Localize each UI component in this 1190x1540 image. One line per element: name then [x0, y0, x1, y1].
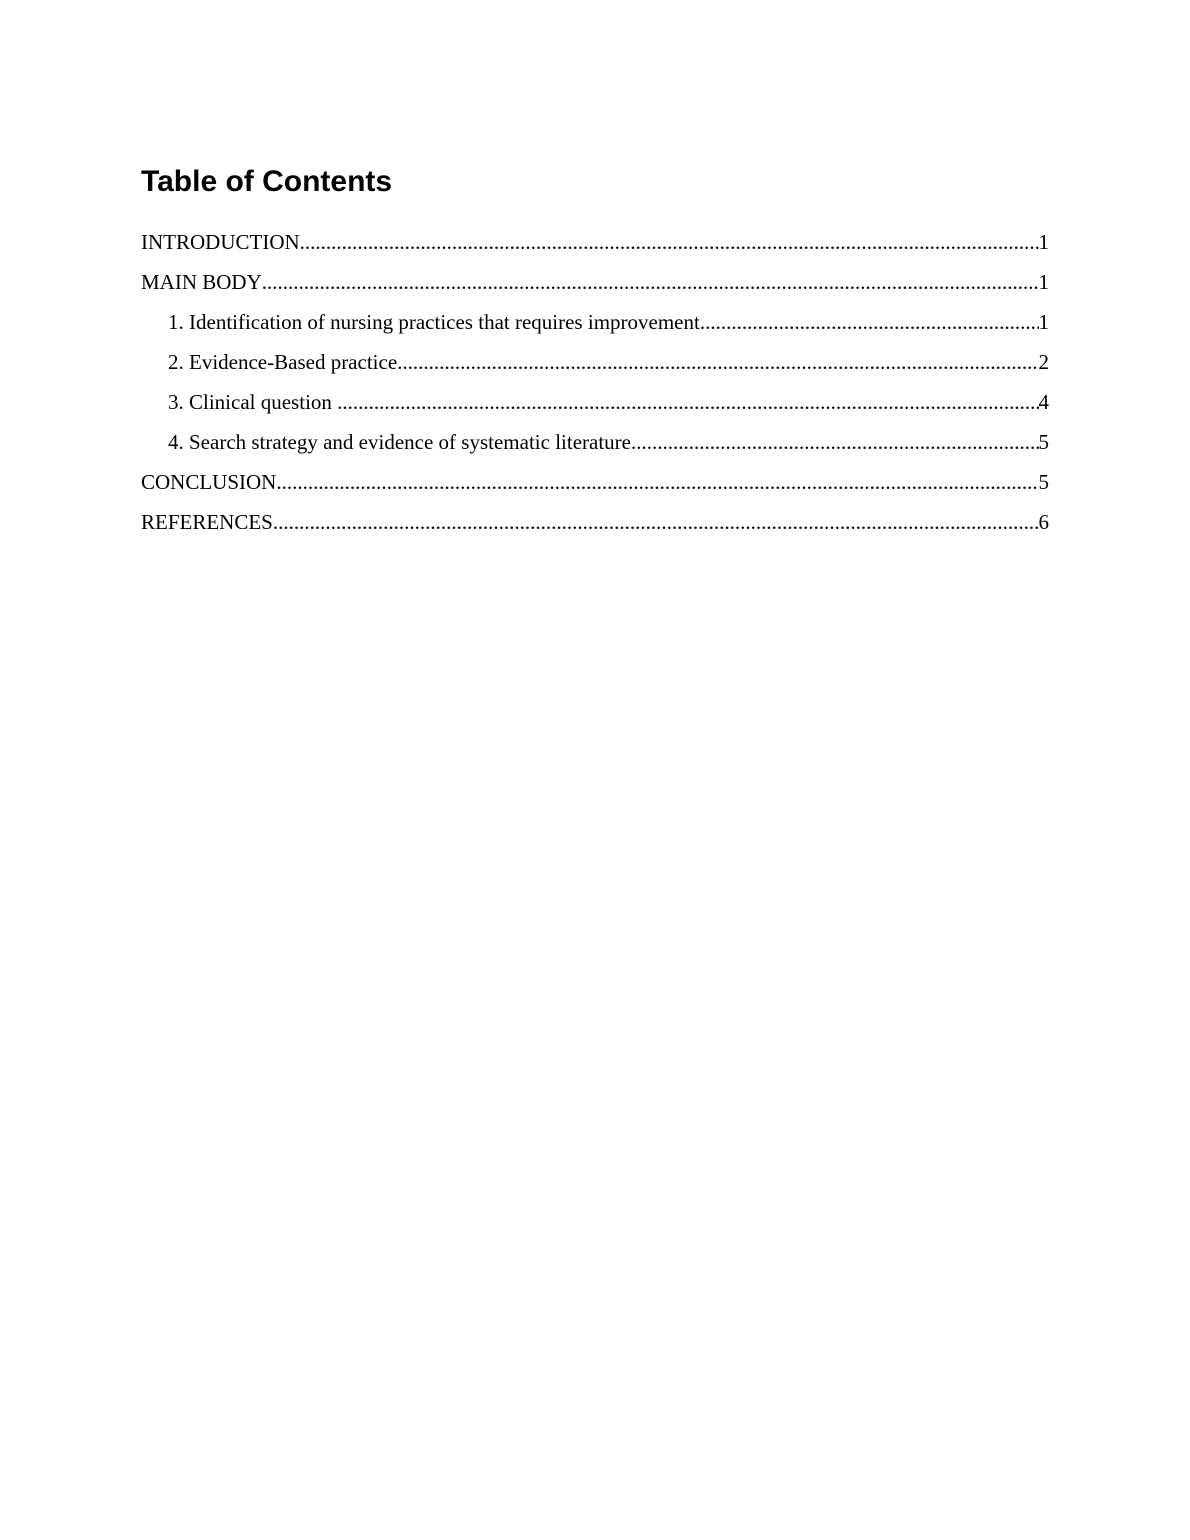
- toc-entry-label: 3. Clinical question: [168, 390, 338, 414]
- toc-page-number: 4: [1038, 390, 1049, 414]
- toc-page-number: 6: [1038, 510, 1049, 534]
- toc-entry-label: REFERENCES: [141, 510, 273, 534]
- toc-title: Table of Contents: [141, 165, 393, 198]
- toc-entry-search-strategy[interactable]: [141, 422, 1049, 462]
- toc-entry-label: 2. Evidence-Based practice: [168, 350, 398, 374]
- toc-dot-leader: [276, 462, 1038, 502]
- toc-entry-label: CONCLUSION: [141, 470, 277, 494]
- toc-page-number: 5: [1038, 470, 1049, 494]
- toc-dot-leader: [300, 222, 1039, 262]
- toc-entry-label: 4. Search strategy and evidence of systematic literature: [168, 430, 631, 454]
- toc-entry-references[interactable]: [141, 502, 1049, 542]
- toc-entry-evidence-based[interactable]: [141, 342, 1049, 382]
- toc-dot-leader: [337, 382, 1038, 422]
- toc-dot-leader: [262, 262, 1039, 302]
- toc-dot-leader: [631, 422, 1039, 462]
- toc-dot-leader: [700, 302, 1039, 342]
- toc-page-number: 2: [1038, 350, 1049, 374]
- toc-entry-introduction[interactable]: [141, 222, 1049, 262]
- toc-page-number: 1: [1038, 230, 1049, 254]
- toc-list: [141, 222, 1049, 542]
- toc-entry-label: 1. Identification of nursing practices that requires improvement: [168, 310, 700, 334]
- toc-page-number: 1: [1038, 310, 1049, 334]
- toc-dot-leader: [273, 502, 1039, 542]
- toc-entry-label: MAIN BODY: [141, 270, 262, 294]
- toc-page-number: 1: [1038, 270, 1049, 294]
- toc-entry-identification[interactable]: [141, 302, 1049, 342]
- toc-entry-conclusion[interactable]: [141, 462, 1049, 502]
- toc-entry-main-body[interactable]: [141, 262, 1049, 302]
- toc-entry-clinical-question[interactable]: [141, 382, 1049, 422]
- toc-dot-leader: [397, 342, 1038, 382]
- toc-page-number: 5: [1038, 430, 1049, 454]
- toc-entry-label: INTRODUCTION: [141, 230, 300, 254]
